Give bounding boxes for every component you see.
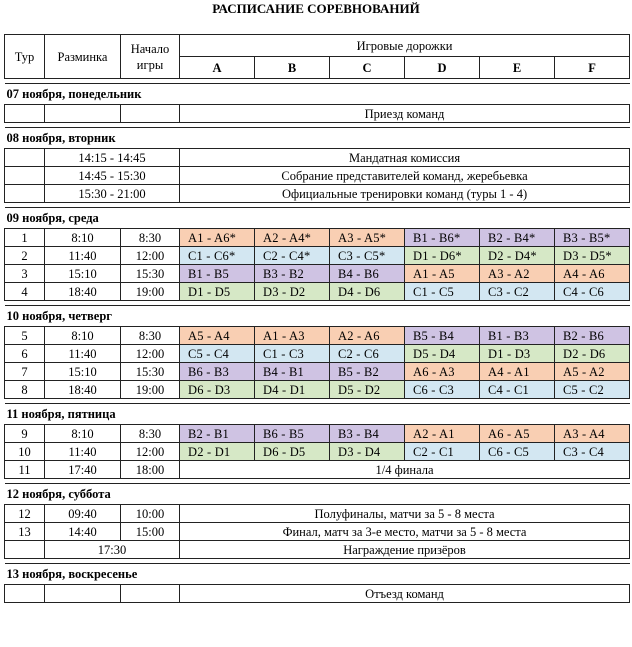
event-cell: 1/4 финала bbox=[180, 461, 630, 479]
start-cell: 15:00 bbox=[121, 523, 180, 541]
day-header-row bbox=[5, 208, 630, 229]
game-cell: B5 - B4 bbox=[405, 327, 480, 345]
schedule-row bbox=[5, 541, 630, 559]
start-cell: 12:00 bbox=[121, 247, 180, 265]
warmup-cell: 18:40 bbox=[45, 381, 121, 399]
schedule-row bbox=[5, 505, 630, 523]
start-cell bbox=[121, 585, 180, 603]
start-cell: 8:30 bbox=[121, 425, 180, 443]
game-cell: B3 - B5* bbox=[555, 229, 630, 247]
event-cell: Награждение призёров bbox=[180, 541, 630, 559]
game-cell: A3 - A4 bbox=[555, 425, 630, 443]
tur-cell bbox=[5, 585, 45, 603]
schedule-row bbox=[5, 363, 630, 381]
day-header-row bbox=[5, 306, 630, 327]
warmup-cell: 17:40 bbox=[45, 461, 121, 479]
game-cell: D3 - D5* bbox=[555, 247, 630, 265]
game-cell: D2 - D1 bbox=[180, 443, 255, 461]
game-cell: C1 - C6* bbox=[180, 247, 255, 265]
event-cell: Полуфиналы, матчи за 5 - 8 места bbox=[180, 505, 630, 523]
game-cell: B1 - B3 bbox=[480, 327, 555, 345]
game-cell: C6 - C3 bbox=[405, 381, 480, 399]
tur-cell: 4 bbox=[5, 283, 45, 301]
tur-cell: 10 bbox=[5, 443, 45, 461]
game-cell: D1 - D6* bbox=[405, 247, 480, 265]
game-cell: D6 - D3 bbox=[180, 381, 255, 399]
lane-header-a: A bbox=[180, 57, 255, 79]
game-cell: A2 - A1 bbox=[405, 425, 480, 443]
event-cell: Отъезд команд bbox=[180, 585, 630, 603]
game-cell: D5 - D2 bbox=[330, 381, 405, 399]
schedule-table bbox=[4, 34, 630, 603]
game-cell: B1 - B5 bbox=[180, 265, 255, 283]
warmup-cell: 11:40 bbox=[45, 443, 121, 461]
warmup-cell: 15:10 bbox=[45, 363, 121, 381]
game-cell: B6 - B5 bbox=[255, 425, 330, 443]
game-cell: B4 - B6 bbox=[330, 265, 405, 283]
game-cell: A6 - A3 bbox=[405, 363, 480, 381]
game-cell: B2 - B6 bbox=[555, 327, 630, 345]
game-cell: A3 - A2 bbox=[480, 265, 555, 283]
start-cell: 8:30 bbox=[121, 229, 180, 247]
warmup-cell bbox=[45, 585, 121, 603]
header-start-line1: Начало bbox=[130, 41, 170, 56]
game-cell: C2 - C1 bbox=[405, 443, 480, 461]
time-cell: 14:15 - 14:45 bbox=[45, 149, 180, 167]
time-cell: 14:45 - 15:30 bbox=[45, 167, 180, 185]
game-cell: C4 - C1 bbox=[480, 381, 555, 399]
schedule-row bbox=[5, 265, 630, 283]
game-cell: A5 - A2 bbox=[555, 363, 630, 381]
lane-header-e: E bbox=[480, 57, 555, 79]
schedule-row bbox=[5, 461, 630, 479]
game-cell: B1 - B6* bbox=[405, 229, 480, 247]
schedule-body bbox=[5, 35, 630, 603]
game-cell: D5 - D4 bbox=[405, 345, 480, 363]
game-cell: A1 - A3 bbox=[255, 327, 330, 345]
warmup-cell: 8:10 bbox=[45, 229, 121, 247]
game-cell: D6 - D5 bbox=[255, 443, 330, 461]
day-label: 11 ноября, пятница bbox=[5, 404, 630, 425]
day-label: 12 ноября, суббота bbox=[5, 484, 630, 505]
game-cell: B4 - B1 bbox=[255, 363, 330, 381]
game-cell: D3 - D4 bbox=[330, 443, 405, 461]
game-cell: A2 - A4* bbox=[255, 229, 330, 247]
schedule-row bbox=[5, 229, 630, 247]
empty-tur-cell bbox=[5, 541, 45, 559]
game-cell: C3 - C4 bbox=[555, 443, 630, 461]
game-cell: A5 - A4 bbox=[180, 327, 255, 345]
game-cell: C3 - C5* bbox=[330, 247, 405, 265]
lane-header-f: F bbox=[555, 57, 630, 79]
start-cell: 15:30 bbox=[121, 265, 180, 283]
header-start bbox=[121, 35, 180, 79]
warmup-cell bbox=[45, 105, 121, 123]
empty-tur-cell bbox=[5, 167, 45, 185]
header-row bbox=[5, 35, 630, 57]
schedule-row bbox=[5, 327, 630, 345]
schedule-row bbox=[5, 185, 630, 203]
start-cell: 8:30 bbox=[121, 327, 180, 345]
day-label: 09 ноября, среда bbox=[5, 208, 630, 229]
game-cell: C2 - C6 bbox=[330, 345, 405, 363]
header-lanes-title: Игровые дорожки bbox=[180, 35, 630, 57]
warmup-cell: 8:10 bbox=[45, 425, 121, 443]
time-cell: 17:30 bbox=[45, 541, 180, 559]
day-header-row bbox=[5, 128, 630, 149]
game-cell: D3 - D2 bbox=[255, 283, 330, 301]
event-cell: Мандатная комиссия bbox=[180, 149, 630, 167]
page-title: РАСПИСАНИЕ СОРЕВНОВАНИЙ bbox=[212, 1, 420, 16]
start-cell: 18:00 bbox=[121, 461, 180, 479]
schedule-row bbox=[5, 523, 630, 541]
game-cell: D2 - D4* bbox=[480, 247, 555, 265]
schedule-row bbox=[5, 105, 630, 123]
day-header-row bbox=[5, 84, 630, 105]
game-cell: D1 - D3 bbox=[480, 345, 555, 363]
game-cell: D4 - D1 bbox=[255, 381, 330, 399]
game-cell: C4 - C6 bbox=[555, 283, 630, 301]
game-cell: C5 - C4 bbox=[180, 345, 255, 363]
game-cell: A3 - A5* bbox=[330, 229, 405, 247]
lane-header-b: B bbox=[255, 57, 330, 79]
schedule-row bbox=[5, 283, 630, 301]
game-cell: B5 - B2 bbox=[330, 363, 405, 381]
empty-tur-cell bbox=[5, 185, 45, 203]
tur-cell: 5 bbox=[5, 327, 45, 345]
tur-cell: 3 bbox=[5, 265, 45, 283]
warmup-cell: 15:10 bbox=[45, 265, 121, 283]
empty-tur-cell bbox=[5, 149, 45, 167]
game-cell: C5 - C2 bbox=[555, 381, 630, 399]
game-cell: A1 - A6* bbox=[180, 229, 255, 247]
tur-cell: 6 bbox=[5, 345, 45, 363]
warmup-cell: 11:40 bbox=[45, 247, 121, 265]
event-cell: Приезд команд bbox=[180, 105, 630, 123]
schedule-row bbox=[5, 149, 630, 167]
game-cell: B2 - B4* bbox=[480, 229, 555, 247]
game-cell: A4 - A6 bbox=[555, 265, 630, 283]
warmup-cell: 18:40 bbox=[45, 283, 121, 301]
start-cell: 15:30 bbox=[121, 363, 180, 381]
event-cell: Официальные тренировки команд (туры 1 - 4) bbox=[180, 185, 630, 203]
day-label: 13 ноября, воскресенье bbox=[5, 564, 630, 585]
header-warmup: Разминка bbox=[45, 35, 121, 79]
tur-cell: 12 bbox=[5, 505, 45, 523]
game-cell: A1 - A5 bbox=[405, 265, 480, 283]
header-start-line2: игры bbox=[136, 57, 164, 72]
tur-cell bbox=[5, 105, 45, 123]
game-cell: B3 - B2 bbox=[255, 265, 330, 283]
day-label: 07 ноября, понедельник bbox=[5, 84, 630, 105]
tur-cell: 1 bbox=[5, 229, 45, 247]
day-header-row bbox=[5, 564, 630, 585]
game-cell: A6 - A5 bbox=[480, 425, 555, 443]
schedule-row bbox=[5, 585, 630, 603]
warmup-cell: 14:40 bbox=[45, 523, 121, 541]
game-cell: D4 - D6 bbox=[330, 283, 405, 301]
tur-cell: 8 bbox=[5, 381, 45, 399]
event-cell: Финал, матч за 3-е место, матчи за 5 - 8 места bbox=[180, 523, 630, 541]
game-cell: A2 - A6 bbox=[330, 327, 405, 345]
tur-cell: 2 bbox=[5, 247, 45, 265]
warmup-cell: 09:40 bbox=[45, 505, 121, 523]
event-cell: Собрание представителей команд, жеребьевка bbox=[180, 167, 630, 185]
schedule-row bbox=[5, 381, 630, 399]
game-cell: B3 - B4 bbox=[330, 425, 405, 443]
game-cell: C6 - C5 bbox=[480, 443, 555, 461]
start-cell: 12:00 bbox=[121, 443, 180, 461]
day-label: 10 ноября, четверг bbox=[5, 306, 630, 327]
lane-header-c: C bbox=[330, 57, 405, 79]
game-cell: D1 - D5 bbox=[180, 283, 255, 301]
day-header-row bbox=[5, 484, 630, 505]
time-cell: 15:30 - 21:00 bbox=[45, 185, 180, 203]
game-cell: C1 - C5 bbox=[405, 283, 480, 301]
start-cell bbox=[121, 105, 180, 123]
tur-cell: 9 bbox=[5, 425, 45, 443]
schedule-row bbox=[5, 247, 630, 265]
lane-header-d: D bbox=[405, 57, 480, 79]
game-cell: A4 - A1 bbox=[480, 363, 555, 381]
game-cell: B2 - B1 bbox=[180, 425, 255, 443]
warmup-cell: 11:40 bbox=[45, 345, 121, 363]
start-cell: 19:00 bbox=[121, 283, 180, 301]
day-header-row bbox=[5, 404, 630, 425]
start-cell: 12:00 bbox=[121, 345, 180, 363]
game-cell: C3 - C2 bbox=[480, 283, 555, 301]
game-cell: C2 - C4* bbox=[255, 247, 330, 265]
game-cell: D2 - D6 bbox=[555, 345, 630, 363]
tur-cell: 11 bbox=[5, 461, 45, 479]
start-cell: 10:00 bbox=[121, 505, 180, 523]
tur-cell: 7 bbox=[5, 363, 45, 381]
day-label: 08 ноября, вторник bbox=[5, 128, 630, 149]
header-tur: Тур bbox=[5, 35, 45, 79]
game-cell: C1 - C3 bbox=[255, 345, 330, 363]
schedule-row bbox=[5, 443, 630, 461]
schedule-row bbox=[5, 425, 630, 443]
warmup-cell: 8:10 bbox=[45, 327, 121, 345]
schedule-row bbox=[5, 167, 630, 185]
game-cell: B6 - B3 bbox=[180, 363, 255, 381]
tur-cell: 13 bbox=[5, 523, 45, 541]
start-cell: 19:00 bbox=[121, 381, 180, 399]
schedule-row bbox=[5, 345, 630, 363]
